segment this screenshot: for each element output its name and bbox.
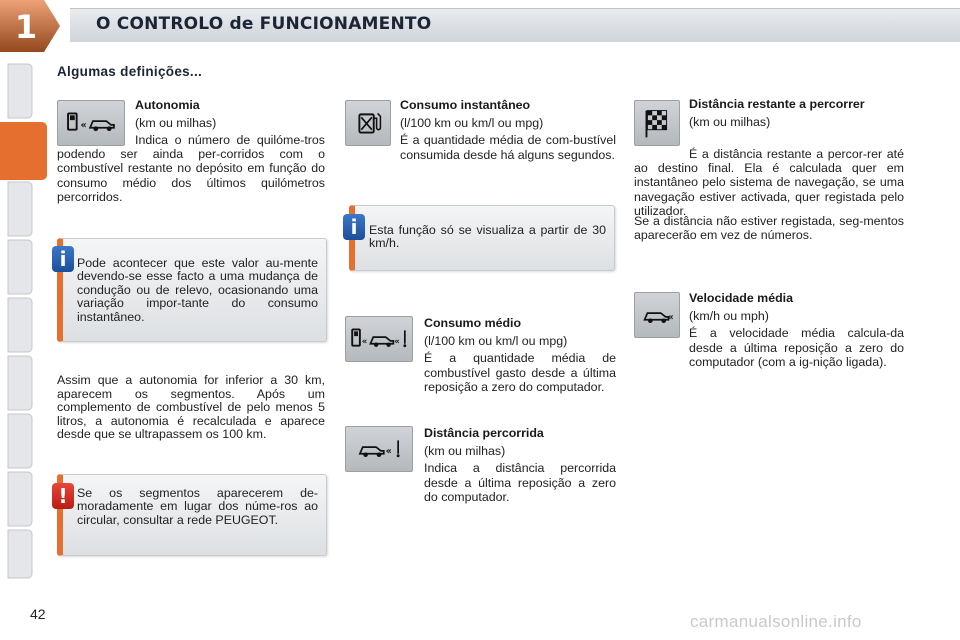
autonomia-title: Autonomia (135, 98, 200, 112)
svg-text:«: « (667, 311, 674, 323)
consumo-medio-unit: (l/100 km ou km/l ou mpg) (424, 334, 568, 349)
svg-text:«: « (80, 119, 87, 131)
distancia-restante-unit: (km ou milhas) (689, 115, 771, 130)
info-icon: i (52, 246, 74, 272)
chapter-side-tabs (0, 62, 50, 582)
section-title: Algumas definições... (57, 64, 203, 79)
warning-note-text: Se os segmentos aparecerem de-moradamente em lugar dos núme-ros ao circular, consultar a rede PEUGEOT. (77, 486, 318, 527)
info-note-consumption (57, 238, 327, 342)
svg-text:«: « (361, 336, 368, 347)
info-note-speed-text: Esta função só se visualiza a partir de 30 km/h. (369, 223, 606, 251)
consumo-instantaneo-description: É a quantidade média de com-bustível consumida desde há alguns segundos. (400, 133, 616, 162)
info-note-consumption-text: Pode acontecer que este valor au-mente devendo-se esse facto a uma mudança de condução ou de relevo, ocasionando uma variação impor-tante do consumo instantâneo. (77, 256, 318, 324)
info-icon: i (343, 214, 365, 240)
average-consumption-icon (345, 316, 413, 362)
page-title: O CONTROLO de FUNCIONAMENTO (96, 14, 432, 34)
svg-text:«: « (385, 445, 392, 457)
autonomia-description: Indica o número de quilóme-tros podendo ser ainda per-corridos com o combustível restante no depósito em função do consumo médio dos últimos quilómetros percorridos. (57, 133, 325, 204)
autonomia-unit: (km ou milhas) (135, 116, 217, 131)
velocidade-media-title: Velocidade média (689, 291, 793, 305)
velocidade-media-unit: (km/h ou mph) (689, 309, 769, 324)
consumo-medio-description: É a quantidade média de combustível gasto desde a última reposição a zero do computador. (424, 351, 616, 394)
distancia-restante-note: Se a distância não estiver registada, seg-mentos aparecerão em vez de números. (634, 214, 904, 243)
checkered-flag-icon (634, 100, 680, 146)
watermark: carmanualsonline.info (690, 612, 862, 631)
consumo-medio-title: Consumo médio (424, 316, 522, 330)
consumo-instantaneo-unit: (l/100 km ou km/l ou mpg) (400, 116, 544, 131)
fuel-pump-icon (345, 100, 391, 146)
distancia-percorrida-unit: (km ou milhas) (424, 444, 506, 459)
distancia-percorrida-description: Indica a distância percorrida desde a última reposição a zero do computador. (424, 461, 616, 504)
warning-icon: ! (52, 483, 74, 509)
warning-note (57, 474, 327, 556)
chapter-badge (0, 0, 70, 52)
chapter-number: 1 (14, 8, 38, 46)
distancia-restante-description: É a distância restante a percor-rer até ao destino final. Ela é calculada quer em instantâneo pelo sistema de navegação, se uma navegação estiver activada, quer registada pelo utilizador. (634, 147, 904, 218)
average-speed-icon (634, 292, 680, 338)
info-note-speed (349, 205, 615, 271)
distancia-percorrida-title: Distância percorrida (424, 426, 544, 440)
distancia-restante-title: Distância restante a percorrer (689, 97, 865, 111)
autonomy-segments-text: Assim que a autonomia for inferior a 30 km, aparecem os segmentos. Após um complemento de combustível de pelo menos 5 litros, a autonomia é recalculada e aparece desde que se ultrapassem os 100 km. (57, 373, 325, 442)
svg-text:«: « (394, 336, 400, 347)
velocidade-media-description: É a velocidade média calcula-da desde a última reposição a zero do computador (com a ig-nição ligada). (689, 326, 904, 369)
distance-travelled-icon (345, 426, 413, 472)
page-number: 42 (30, 606, 46, 622)
consumo-instantaneo-title: Consumo instantâneo (400, 98, 531, 112)
